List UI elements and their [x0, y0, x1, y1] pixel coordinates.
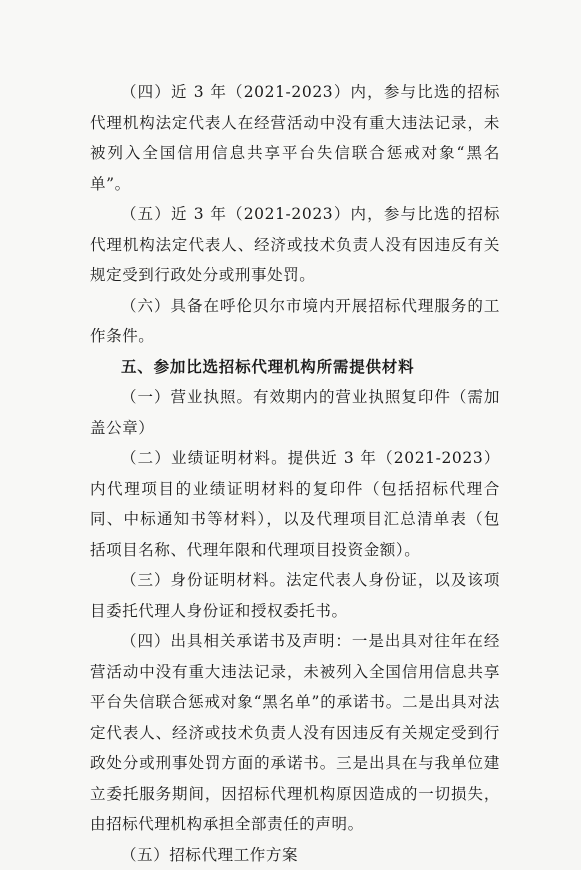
section-5-heading: 五、参加比选招标代理机构所需提供材料	[90, 352, 500, 383]
material-5-work-plan: （五）招标代理工作方案	[90, 840, 500, 870]
clause-5-no-sanctions: （五）近 3 年（2021-2023）内，参与比选的招标代理机构法定代表人、经济或技术负责人没有因违反有关规定受到行政处分或刑事处罚。	[90, 199, 500, 291]
clause-4-legal-record: （四）近 3 年（2021-2023）内，参与比选的招标代理机构法定代表人在经营活动中没有重大违法记录，未被列入全国信用信息共享平台失信联合惩戒对象“黑名单”。	[90, 77, 500, 199]
clause-6-work-conditions: （六）具备在呼伦贝尔市境内开展招标代理服务的工作条件。	[90, 291, 500, 352]
material-2-performance-proof: （二）业绩证明材料。提供近 3 年（2021-2023）内代理项目的业绩证明材料的复印件（包括招标代理合同、中标通知书等材料），以及代理项目汇总清单表（包括项目名称、代理年限和代理项目投资金额）。	[90, 443, 500, 565]
document-body	[90, 77, 500, 870]
material-1-business-license: （一）营业执照。有效期内的营业执照复印件（需加盖公章）	[90, 382, 500, 443]
material-4-commitments: （四）出具相关承诺书及声明：一是出具对往年在经营活动中没有重大违法记录，未被列入全国信用信息共享平台失信联合惩戒对象“黑名单”的承诺书。二是出具对法定代表人、经济或技术负责人没有因违反有关规定受到行政处分或刑事处罚方面的承诺书。三是出具在与我单位建立委托服务期间，因招标代理机构原因造成的一切损失，由招标代理机构承担全部责任的声明。	[90, 626, 500, 840]
material-3-identity-proof: （三）身份证明材料。法定代表人身份证，以及该项目委托代理人身份证和授权委托书。	[90, 565, 500, 626]
